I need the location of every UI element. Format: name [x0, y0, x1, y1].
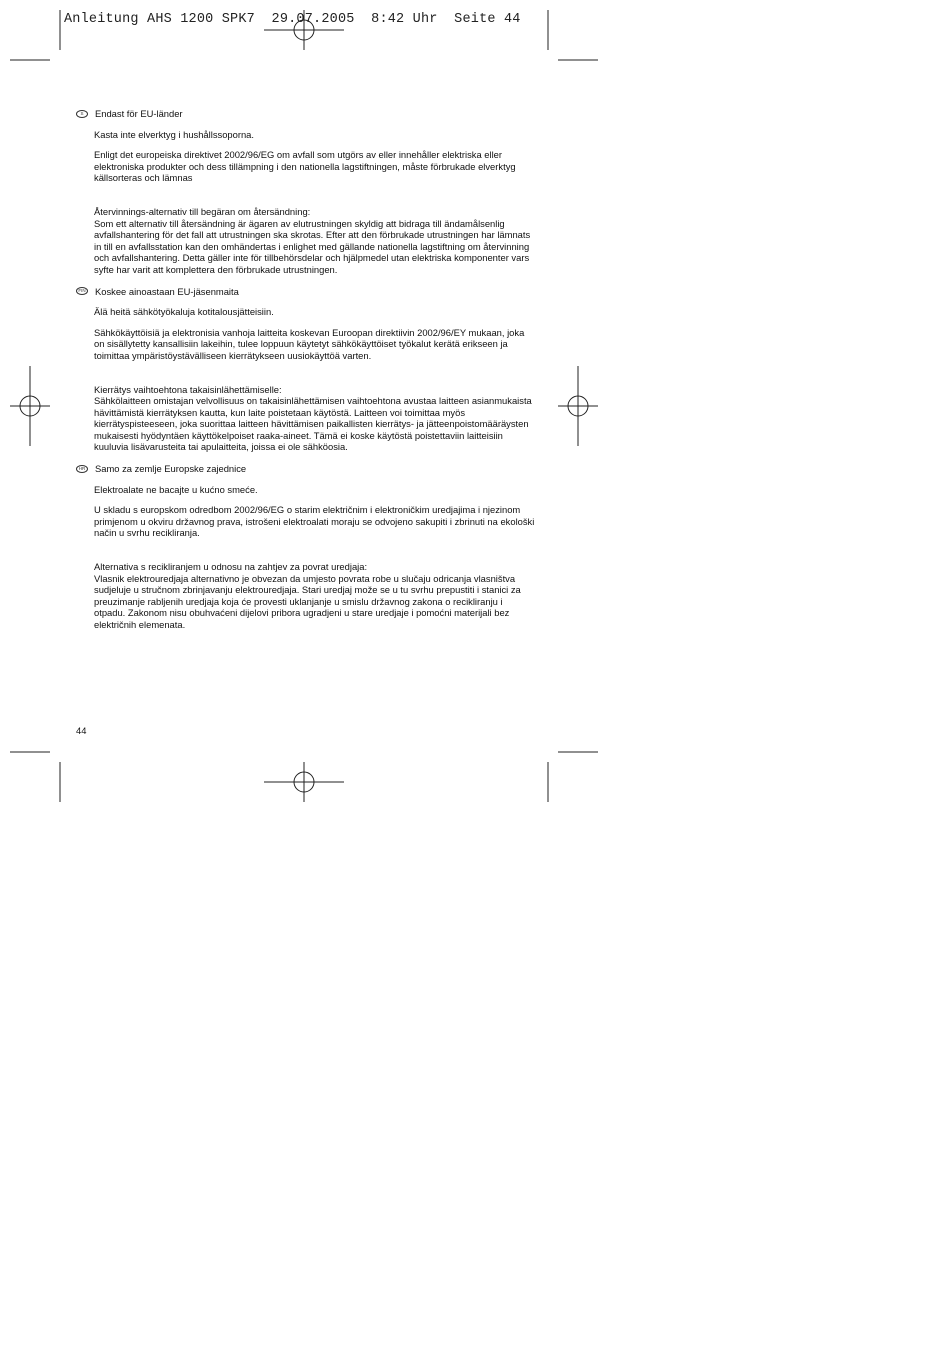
section-swedish	[76, 108, 536, 276]
section-title: Endast för EU-länder	[95, 108, 183, 119]
section-alt-body: Som ett alternativ till återsändning är ägaren av elutrustningen skyldig att bidraga till ändamålsenlig avfallshantering för det fall att utrustningen ska skrotas. Efter att den förbrukade utrustningen har lämnats in till en avfallsstation kan den omhändertas i enlighet med gällande nationella lagstiftning om återvinning och avfallshantering. Detta gäller inte för tillbehörsdelar och hjälpmedel utan elektriska komponenter vars syfte har varit att komplettera den förbrukade utrustningen.	[94, 217, 531, 275]
section-alt-title: Kierrätys vaihtoehtona takaisinlähettämiselle:	[94, 383, 282, 395]
section-body: Sähkökäyttöisiä ja elektronisia vanhoja laitteita koskevan Euroopan direktiivin 2002/96/EY mukaan, joka on sisällytetty kansallisiin lakeihin, tulee loppuun käytetyt sähkökäyttöiset työkalut kerätä erikseen ja toimittaa ympäristöystävälliseen kierrätykseen uusiokäyttöä varten.	[94, 326, 525, 361]
section-alt-body: Vlasnik elektrouredjaja alternativno je obvezan da umjesto povrata robe u slučaju odricanja vlasništva sudjeluje u stručnom zbrinjavanju elektrouredjaja. Stari uredjaj može se u tu svrhu prepustiti i stanici za preuzimanje rabljenih uredjaja koja će provesti uklanjanje u smislu državnog zakona o recikliranju i otpadu. Zakonom nisu obuhvaćeni dijelovi pribora ugradjeni u stare uredjaje i pomoćni materijali bez električnih elemenata.	[94, 572, 521, 630]
section-intro: Elektroalate ne bacajte u kućno smeće.	[94, 483, 258, 495]
section-intro: Kasta inte elverktyg i hushållssoporna.	[94, 128, 254, 140]
section-title: Koskee ainoastaan EU-jäsenmaita	[95, 285, 239, 297]
language-badge-icon: FIN	[76, 287, 88, 295]
section-intro: Älä heitä sähkötyökaluja kotitalousjätteisiin.	[94, 306, 274, 318]
section-body: U skladu s europskom odredbom 2002/96/EG o starim električnim i elektroničkim uredjajima i njezinom primjenom u okviru državnog prava, istrošeni elektroalati moraju se odvojeno sakupiti i zbrinuti na ekološki način u svrhu recikliranja.	[94, 504, 535, 539]
section-finnish	[76, 286, 536, 454]
language-badge-icon: HR	[76, 465, 88, 473]
page-number: 44	[76, 725, 87, 736]
language-badge-icon: S	[76, 110, 88, 118]
section-croatian	[76, 463, 536, 631]
print-slug-header: Anleitung AHS 1200 SPK7 29.07.2005 8:42 Uhr Seite 44	[64, 12, 521, 27]
section-alt-title: Återvinnings-alternativ till begäran om återsändning:	[94, 205, 311, 217]
document-body	[76, 108, 536, 641]
section-alt-body: Sähkölaitteen omistajan velvollisuus on takaisinlähettämisen vaihtoehtona avustaa laitteen asianmukaista hävittämistä kierrätyksen kautta, kun laite poistetaan käytöstä. Laitteen voi toimittaa myös kierrätyspisteeseen, joka suorittaa laitteen hävittämisen paikallisten kierrätys- ja jätteenpoistomääräysten mukaisesti hyödyntäen käyttökelpoiset raaka-aineet. Tämä ei koske käytöstä poistettaviin laitteisiin kuuluvia lisävarusteita tai apulaitteita, joissa ei ole sähköosia.	[94, 395, 532, 453]
section-alt-title: Alternativa s recikliranjem u odnosu na zahtjev za povrat uredjaja:	[94, 561, 368, 573]
section-body: Enligt det europeiska direktivet 2002/96/EG om avfall som utgörs av eller innehåller elektriska eller elektroniska produkter och dess tillämpning i den nationella lagstiftningen, måste förbrukade elverktyg källsorteras och lämnas	[94, 149, 516, 184]
section-title: Samo za zemlje Europske zajednice	[95, 463, 247, 475]
